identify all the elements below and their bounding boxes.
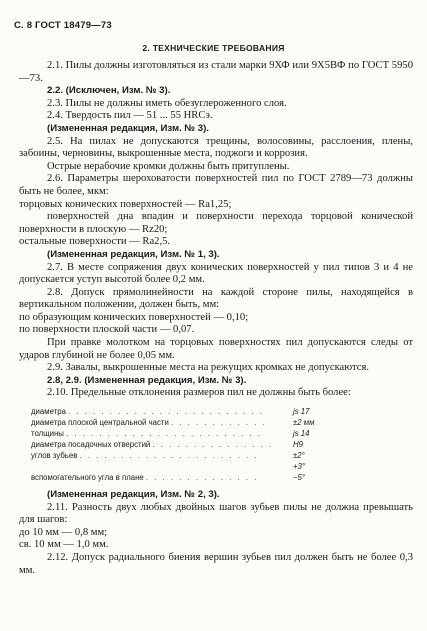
paragraph-hammer: При правке молотком на торцовых поверхностях пил допускаются следы от ударов глубиной не более 0,05 мм. (19, 337, 413, 361)
amendment-note: (Измененная редакция, Изм. № 1, 3). (47, 248, 220, 260)
paragraph-2-5: 2.5. На пилах не допускаются трещины, волосовины, расслоения, плены, забоины, черновины, выкрошенные места, поджоги и коррозия. (19, 135, 413, 160)
table-row (31, 439, 314, 450)
table-row (31, 472, 314, 483)
table-row (31, 461, 314, 472)
leader-dots: . . . . . . . . . . . . . . (145, 473, 259, 483)
straightness-item: по поверхности плоской части — 0,07. (19, 324, 195, 336)
tolerance-label: диаметра посадочных отверстий (31, 440, 151, 450)
paragraph-edges: Острые нерабочие кромки должны быть притуплены. (47, 160, 290, 172)
tolerance-label: диаметра (31, 407, 66, 417)
amendment-note: (Измененная редакция, Изм. № 3). (47, 122, 209, 134)
pitch-item: св. 10 мм — 1,0 мм. (19, 539, 109, 551)
tolerance-label: толщины (31, 429, 64, 439)
leader-dots: . . . . . . . . . . . . . . . . . . . . . . (79, 451, 259, 461)
paragraph-2-7: 2.7. В месте сопряжения двух конических поверхностей у пил типов 3 и 4 не допускается уступ высотой более 0,2 мм. (19, 261, 413, 286)
tolerance-value: ±2 мм (293, 418, 315, 428)
table-row (31, 450, 314, 461)
document-body (19, 60, 413, 577)
straightness-item: по образующим конических поверхностей — 0,10; (19, 311, 249, 323)
paragraph-2-8: 2.8. Допуск прямолинейности на каждой стороне пилы, находящейся в вертикальном положении, должен быть, мм: (19, 286, 413, 311)
paragraph-2-1: 2.1. Пилы должны изготовляться из стали марки 9ХФ или 9Х5ВФ по ГОСТ 5950—73. (19, 60, 413, 84)
pitch-item: до 10 мм — 0,8 мм; (19, 526, 108, 538)
tolerance-value: +3° (293, 462, 306, 472)
page-header: С. 8 ГОСТ 18479—73 (14, 20, 112, 31)
tolerance-label: углов зубьев (31, 451, 78, 461)
tolerance-value: js 14 (293, 429, 310, 439)
amendment-note: (Измененная редакция, Изм. № 2, 3). (47, 489, 220, 501)
paragraph-2-11: 2.11. Разность двух любых двойных шагов зубьев пилы не должна превышать для шагов: (19, 501, 413, 526)
paragraph-2-12: 2.12. Допуск радиального биения вершин зубьев пил должен быть не более 0,3 мм. (19, 552, 413, 576)
tolerance-value: −5° (293, 473, 306, 483)
section-title: 2. ТЕХНИЧЕСКИЕ ТРЕБОВАНИЯ (142, 43, 285, 53)
table-row (31, 417, 314, 428)
tolerance-value: ±2° (293, 451, 305, 461)
tolerance-label: вспомогательного угла в плане (31, 473, 144, 483)
tolerance-value: js 17 (293, 407, 310, 417)
leader-dots: . . . . . . . . . . . . . . . (152, 440, 274, 450)
tolerance-value: H9 (293, 440, 303, 450)
paragraph-2-6: 2.6. Параметры шероховатости поверхностей пил по ГОСТ 2789—73 должны быть не более, мкм: (19, 173, 413, 197)
leader-dots: . . . . . . . . . . . . (170, 418, 267, 428)
tolerance-label: диаметра плоской центральной части (31, 418, 169, 428)
paragraph-2-4: 2.4. Твердость пил — 51 ... 55 HRCэ. (47, 110, 213, 122)
paragraph-2-2: 2.2. (Исключен, Изм. № 3). (47, 85, 171, 97)
leader-dots: . . . . . . . . . . . . . . . . . . . . . . . . (66, 429, 262, 439)
table-row (31, 406, 314, 417)
amendment-note: 2.8, 2.9. (Измененная редакция, Изм. № 3). (47, 374, 247, 386)
roughness-item: поверхностей дна впадин и поверхности перехода торцовой конической поверхности в плоскую — Rz20; (19, 211, 413, 235)
paragraph-2-9: 2.9. Завалы, выкрошенные места на режущих кромках не допускаются. (47, 362, 370, 374)
roughness-item: торцовых конических поверхностей — Ra1,25; (19, 198, 232, 210)
table-row (31, 428, 314, 439)
tolerance-table (31, 406, 314, 483)
leader-dots: . . . . . . . . . . . . . . . . . . . . . . . . (68, 407, 264, 417)
paragraph-2-10: 2.10. Предельные отклонения размеров пил не должны быть более: (47, 387, 351, 399)
roughness-item: остальные поверхности — Ra2,5. (19, 236, 171, 248)
paragraph-2-3: 2.3. Пилы не должны иметь обезуглероженного слоя. (47, 97, 287, 109)
